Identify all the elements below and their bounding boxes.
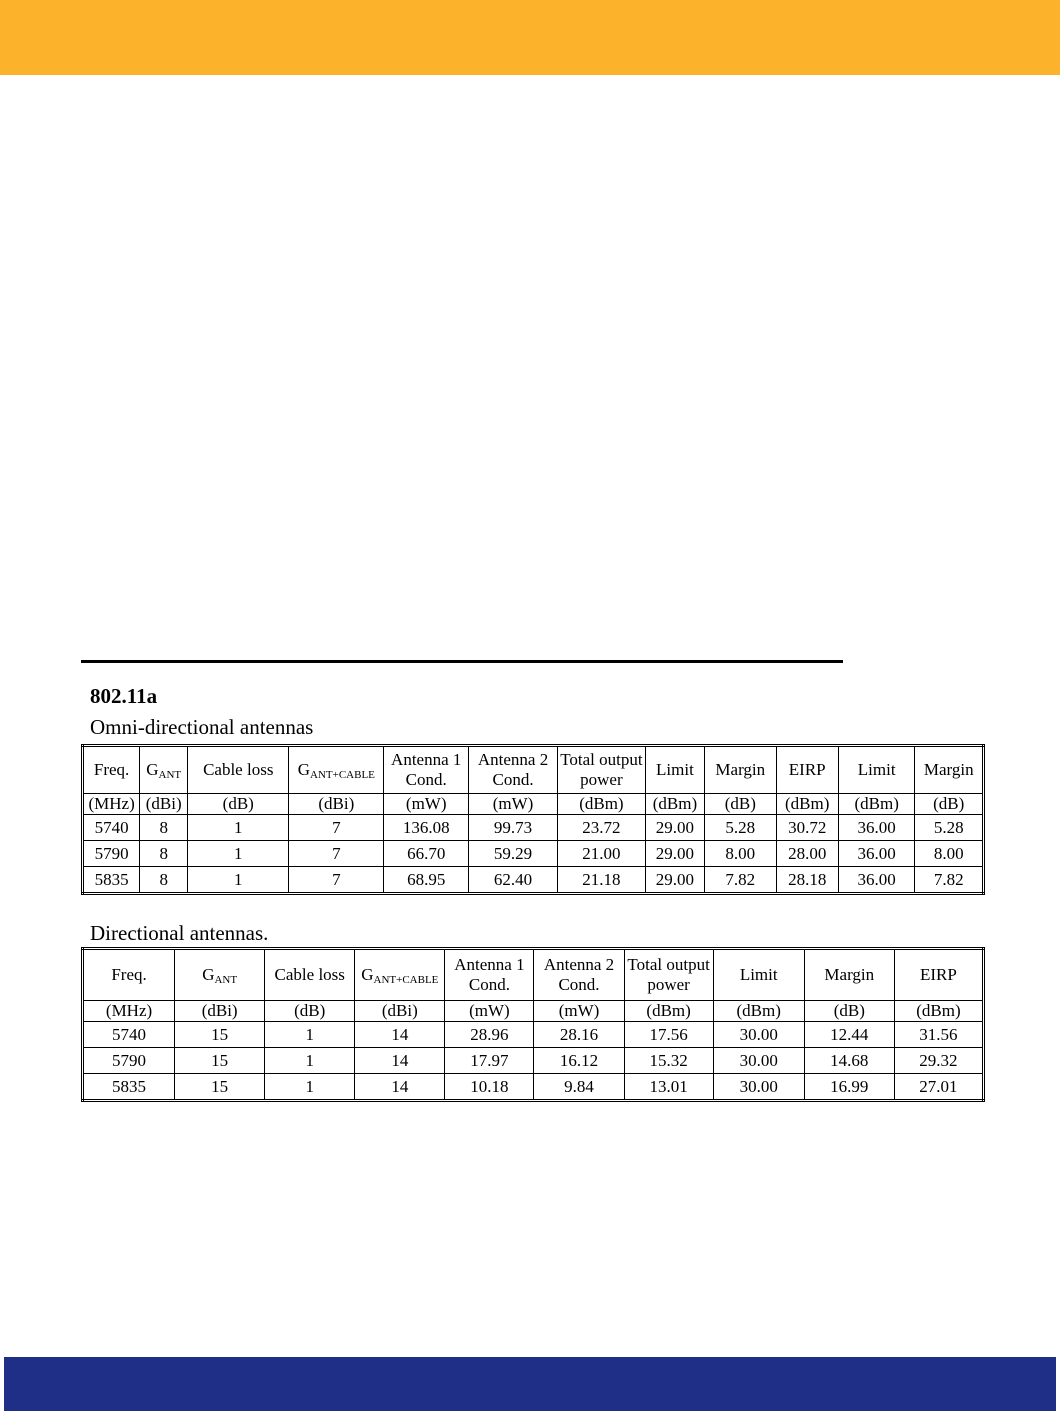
directional-header-symbol: G bbox=[361, 965, 374, 984]
omni-header-line: Cable loss bbox=[203, 760, 274, 779]
omni-table-cell: 8 bbox=[140, 815, 188, 841]
directional-table bbox=[81, 947, 985, 1102]
directional-table-cell: 28.96 bbox=[445, 1022, 534, 1048]
directional-table-cell: 29.32 bbox=[894, 1048, 983, 1074]
omni-unit-cell: (mW) bbox=[384, 794, 469, 815]
omni-table-cell: 7 bbox=[289, 841, 384, 867]
omni-header-symbol: G bbox=[297, 760, 311, 779]
directional-table-cell: 14 bbox=[355, 1074, 445, 1101]
omni-table-cell: 5790 bbox=[83, 841, 140, 867]
directional-unit-cell: (dBm) bbox=[624, 1001, 713, 1022]
directional-header-cell bbox=[534, 949, 624, 1001]
omni-header-cell bbox=[289, 746, 384, 794]
omni-header-line: Limit bbox=[656, 760, 694, 779]
directional-unit-cell: (mW) bbox=[445, 1001, 534, 1022]
directional-unit-cell: (dBm) bbox=[894, 1001, 983, 1022]
directional-table-cell: 14.68 bbox=[804, 1048, 894, 1074]
omni-unit-cell: (MHz) bbox=[83, 794, 140, 815]
omni-header-cell bbox=[557, 746, 645, 794]
directional-table-cell: 1 bbox=[265, 1074, 355, 1101]
directional-table-cell: 17.97 bbox=[445, 1048, 534, 1074]
omni-header-line: Cond. bbox=[492, 770, 534, 789]
directional-unit-cell: (mW) bbox=[534, 1001, 624, 1022]
omni-header-line: power bbox=[580, 770, 623, 789]
directional-header-line: Freq. bbox=[111, 965, 147, 984]
omni-header-subscript: ANT+CABLE bbox=[310, 769, 375, 781]
directional-table-cell: 16.12 bbox=[534, 1048, 624, 1074]
omni-header-cell bbox=[140, 746, 188, 794]
directional-table-cell: 17.56 bbox=[624, 1022, 713, 1048]
omni-table-row bbox=[83, 815, 984, 841]
directional-table-cell: 30.00 bbox=[713, 1074, 804, 1101]
omni-table-cell: 29.00 bbox=[645, 867, 704, 894]
directional-table-cell: 1 bbox=[265, 1048, 355, 1074]
directional-header-subscript: ANT+CABLE bbox=[373, 974, 439, 986]
omni-table-cell: 8 bbox=[140, 867, 188, 894]
omni-header-line: Antenna 2 bbox=[477, 750, 549, 769]
directional-table-cell: 27.01 bbox=[894, 1074, 983, 1101]
directional-table-cell: 14 bbox=[355, 1048, 445, 1074]
omni-table-cell: 36.00 bbox=[838, 841, 915, 867]
directional-table-title: Directional antennas. bbox=[90, 921, 269, 945]
omni-table-cell: 136.08 bbox=[384, 815, 469, 841]
omni-header-subscript: ANT bbox=[158, 769, 182, 781]
omni-header-cell bbox=[838, 746, 915, 794]
directional-table-cell: 1 bbox=[265, 1022, 355, 1048]
directional-header-line: EIRP bbox=[920, 965, 957, 984]
omni-table-cell: 7.82 bbox=[915, 867, 984, 894]
omni-table-row bbox=[83, 841, 984, 867]
omni-table-cell: 1 bbox=[188, 815, 289, 841]
directional-header-subscript: ANT bbox=[214, 974, 238, 986]
directional-header-line: Limit bbox=[739, 965, 778, 984]
omni-table-cell: 8.00 bbox=[705, 841, 777, 867]
directional-table-cell: 12.44 bbox=[804, 1022, 894, 1048]
directional-header-cell bbox=[713, 949, 804, 1001]
omni-table-cell: 5740 bbox=[83, 815, 140, 841]
omni-table-cell: 5.28 bbox=[915, 815, 984, 841]
directional-header-symbol: G bbox=[202, 965, 215, 984]
section-title: 802.11a bbox=[90, 684, 158, 708]
omni-header-line: Cond. bbox=[405, 770, 447, 789]
omni-header-cell bbox=[384, 746, 469, 794]
omni-header-cell bbox=[83, 746, 140, 794]
directional-table-cell: 28.16 bbox=[534, 1022, 624, 1048]
directional-table-row bbox=[83, 1074, 984, 1101]
omni-unit-cell: (dBi) bbox=[289, 794, 384, 815]
directional-table-cell: 16.99 bbox=[804, 1074, 894, 1101]
omni-unit-cell: (dBi) bbox=[140, 794, 188, 815]
omni-table-cell: 5.28 bbox=[705, 815, 777, 841]
omni-table-cell: 8.00 bbox=[915, 841, 984, 867]
directional-header-cell bbox=[894, 949, 983, 1001]
directional-table-cell: 14 bbox=[355, 1022, 445, 1048]
directional-header-line: Antenna 2 bbox=[543, 955, 615, 974]
omni-header-cell bbox=[469, 746, 558, 794]
omni-header-line: EIRP bbox=[788, 760, 826, 779]
omni-unit-row bbox=[83, 794, 984, 815]
directional-table-cell: 5790 bbox=[83, 1048, 175, 1074]
omni-unit-cell: (dB) bbox=[915, 794, 984, 815]
omni-table-cell: 7 bbox=[289, 815, 384, 841]
omni-header-line: Limit bbox=[857, 760, 896, 779]
omni-table-row bbox=[83, 867, 984, 894]
directional-table-cell: 15 bbox=[175, 1074, 265, 1101]
omni-header-line: Margin bbox=[923, 760, 974, 779]
omni-unit-cell: (mW) bbox=[469, 794, 558, 815]
directional-header-line: Total output bbox=[627, 955, 710, 974]
header-band bbox=[0, 0, 1060, 75]
directional-header-line: Antenna 1 bbox=[454, 955, 525, 974]
directional-unit-row bbox=[83, 1001, 984, 1022]
omni-header-cell bbox=[188, 746, 289, 794]
omni-header-line: Freq. bbox=[93, 760, 130, 779]
directional-table-cell: 30.00 bbox=[713, 1048, 804, 1074]
directional-header-line: Cable loss bbox=[274, 965, 345, 984]
omni-table-cell: 62.40 bbox=[469, 867, 558, 894]
directional-table-cell: 9.84 bbox=[534, 1074, 624, 1101]
directional-header-line: Cond. bbox=[468, 975, 510, 994]
directional-unit-cell: (MHz) bbox=[83, 1001, 175, 1022]
omni-table-cell: 8 bbox=[140, 841, 188, 867]
omni-table-cell: 68.95 bbox=[384, 867, 469, 894]
omni-unit-cell: (dB) bbox=[188, 794, 289, 815]
directional-table-cell: 15 bbox=[175, 1048, 265, 1074]
omni-header-line: Total output bbox=[560, 750, 643, 769]
directional-header-cell bbox=[445, 949, 534, 1001]
omni-directional-table bbox=[81, 744, 985, 895]
section-divider bbox=[81, 660, 843, 663]
omni-table-cell: 36.00 bbox=[838, 815, 915, 841]
directional-unit-cell: (dBm) bbox=[713, 1001, 804, 1022]
directional-header-cell bbox=[355, 949, 445, 1001]
omni-table-title: Omni-directional antennas bbox=[90, 715, 314, 739]
directional-header-line: power bbox=[647, 975, 690, 994]
omni-table-cell: 23.72 bbox=[557, 815, 645, 841]
directional-unit-cell: (dBi) bbox=[175, 1001, 265, 1022]
omni-table-cell: 1 bbox=[188, 867, 289, 894]
omni-header-cell bbox=[915, 746, 984, 794]
directional-header-cell bbox=[265, 949, 355, 1001]
directional-header-cell bbox=[804, 949, 894, 1001]
omni-unit-cell: (dBm) bbox=[838, 794, 915, 815]
directional-unit-cell: (dB) bbox=[804, 1001, 894, 1022]
omni-header-symbol: G bbox=[146, 760, 159, 779]
directional-table-cell: 15 bbox=[175, 1022, 265, 1048]
omni-header-cell bbox=[645, 746, 704, 794]
omni-header-row bbox=[83, 746, 984, 794]
directional-table-cell: 13.01 bbox=[624, 1074, 713, 1101]
directional-table-row bbox=[83, 1022, 984, 1048]
omni-table-cell: 7 bbox=[289, 867, 384, 894]
directional-header-line: Cond. bbox=[558, 975, 600, 994]
omni-table-cell: 21.00 bbox=[557, 841, 645, 867]
omni-unit-cell: (dBm) bbox=[776, 794, 838, 815]
omni-header-cell bbox=[776, 746, 838, 794]
omni-unit-cell: (dBm) bbox=[557, 794, 645, 815]
directional-table-cell: 5740 bbox=[83, 1022, 175, 1048]
omni-unit-cell: (dB) bbox=[705, 794, 777, 815]
omni-table-cell: 1 bbox=[188, 841, 289, 867]
directional-table-cell: 5835 bbox=[83, 1074, 175, 1101]
directional-table-cell: 15.32 bbox=[624, 1048, 713, 1074]
omni-header-line: Antenna 1 bbox=[391, 750, 462, 769]
omni-table-cell: 30.72 bbox=[776, 815, 838, 841]
omni-table-cell: 99.73 bbox=[469, 815, 558, 841]
directional-unit-cell: (dBi) bbox=[355, 1001, 445, 1022]
omni-table-cell: 7.82 bbox=[705, 867, 777, 894]
directional-header-cell bbox=[83, 949, 175, 1001]
directional-header-row bbox=[83, 949, 984, 1001]
omni-table-cell: 28.00 bbox=[776, 841, 838, 867]
directional-table-cell: 31.56 bbox=[894, 1022, 983, 1048]
omni-table-cell: 66.70 bbox=[384, 841, 469, 867]
directional-header-cell bbox=[175, 949, 265, 1001]
omni-table-cell: 59.29 bbox=[469, 841, 558, 867]
directional-table-row bbox=[83, 1048, 984, 1074]
omni-table-cell: 28.18 bbox=[776, 867, 838, 894]
omni-header-cell bbox=[705, 746, 777, 794]
footer-band bbox=[4, 1357, 1056, 1411]
omni-table-cell: 21.18 bbox=[557, 867, 645, 894]
directional-header-line: Margin bbox=[824, 965, 875, 984]
directional-table-cell: 10.18 bbox=[445, 1074, 534, 1101]
omni-table-cell: 36.00 bbox=[838, 867, 915, 894]
directional-unit-cell: (dB) bbox=[265, 1001, 355, 1022]
omni-header-line: Margin bbox=[715, 760, 766, 779]
omni-unit-cell: (dBm) bbox=[645, 794, 704, 815]
directional-table-cell: 30.00 bbox=[713, 1022, 804, 1048]
directional-header-cell bbox=[624, 949, 713, 1001]
omni-table-cell: 29.00 bbox=[645, 815, 704, 841]
omni-table-cell: 29.00 bbox=[645, 841, 704, 867]
omni-table-cell: 5835 bbox=[83, 867, 140, 894]
